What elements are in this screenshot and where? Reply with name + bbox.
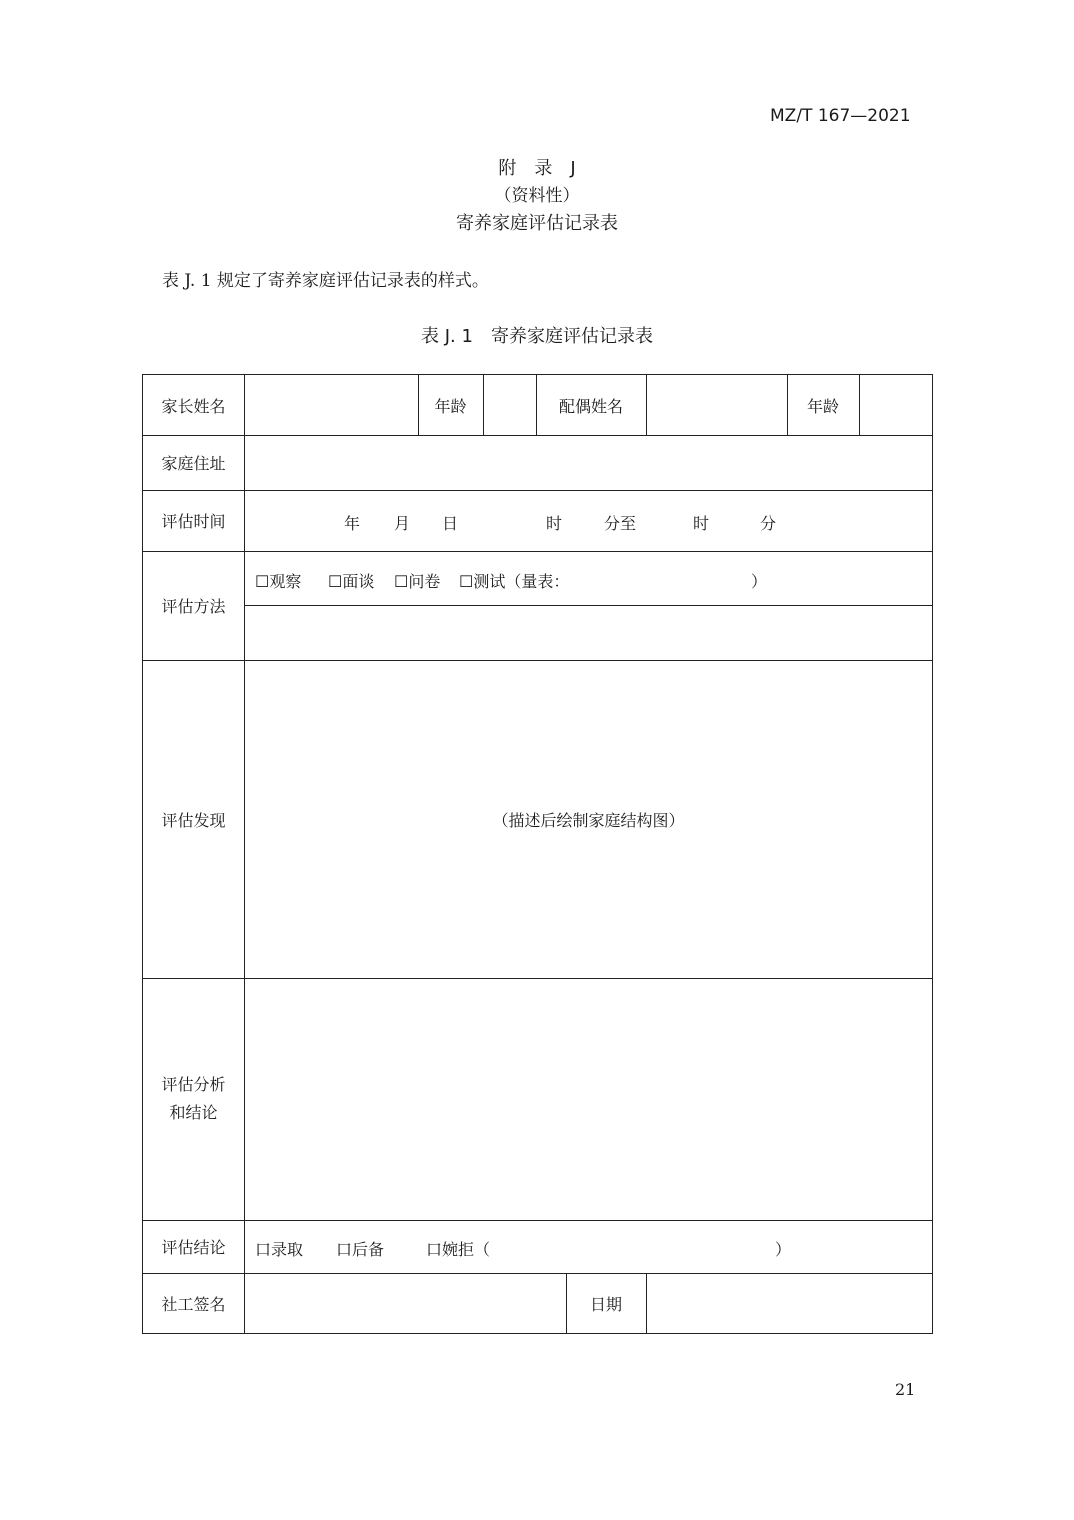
standard-code: MZ/T 167—2021 (770, 106, 911, 126)
method-test-checkbox[interactable]: ☐测试（量表： (459, 572, 570, 591)
date-label: 日期 (589, 1294, 622, 1314)
spouse-name-label: 配偶姓名 (558, 396, 623, 416)
analysis-label-line1: 评估分析 (161, 1075, 226, 1094)
time-year: 年 (344, 514, 361, 533)
signature-field[interactable] (245, 1273, 566, 1333)
spouse-age-field[interactable] (860, 375, 932, 435)
time-month: 月 (394, 514, 411, 533)
intro-paragraph: 表 J. 1 规定了寄养家庭评估记录表的样式。 (162, 271, 489, 291)
time-hour-end: 时 (693, 514, 710, 533)
spouse-age-label: 年龄 (806, 396, 839, 416)
time-hour-start: 时 (546, 514, 563, 533)
spouse-name-field[interactable] (647, 375, 787, 435)
method-questionnaire-checkbox[interactable]: ☐问卷 (394, 572, 441, 591)
head-name-field[interactable] (245, 375, 418, 435)
method-interview-checkbox[interactable]: ☐面谈 (328, 572, 375, 591)
conclusion-decline-close: ） (775, 1240, 792, 1259)
time-label: 评估时间 (161, 512, 226, 531)
table-caption: 表 J. 1 寄养家庭评估记录表 (421, 326, 653, 347)
head-name-label: 家长姓名 (161, 396, 226, 416)
analysis-field[interactable] (245, 978, 932, 1220)
age-field[interactable] (484, 375, 536, 435)
assessment-record-table (142, 374, 933, 1334)
analysis-label (143, 978, 244, 1220)
conclusion-decline-checkbox[interactable]: 口婉拒（ (426, 1240, 491, 1259)
conclusion-accept-checkbox[interactable]: 口录取 (255, 1240, 304, 1259)
method-test-close: ） (751, 572, 768, 591)
findings-label: 评估发现 (161, 810, 226, 830)
appendix-title: 寄养家庭评估记录表 (456, 213, 618, 234)
address-field[interactable] (245, 435, 932, 490)
findings-hint: （描述后绘制家庭结构图） (492, 810, 685, 830)
analysis-label-line2: 和结论 (169, 1103, 218, 1122)
address-label: 家庭住址 (161, 454, 226, 473)
age-label: 年龄 (434, 396, 467, 416)
conclusion-label: 评估结论 (161, 1238, 226, 1257)
method-extra-field[interactable] (245, 606, 932, 660)
date-field[interactable] (647, 1273, 932, 1333)
findings-field[interactable] (245, 660, 932, 978)
appendix-label: 附 录 J (498, 158, 576, 179)
conclusion-reserve-checkbox[interactable]: 口后备 (336, 1240, 385, 1259)
time-minute-end: 分 (760, 514, 777, 533)
appendix-nature: （资料性） (494, 186, 580, 206)
method-label: 评估方法 (161, 597, 226, 616)
signature-label: 社工签名 (161, 1294, 226, 1314)
method-observe-checkbox[interactable]: ☐观察 (255, 572, 302, 591)
time-minute-to: 分至 (604, 514, 637, 533)
page-number: 21 (895, 1380, 916, 1399)
time-day: 日 (442, 514, 459, 533)
